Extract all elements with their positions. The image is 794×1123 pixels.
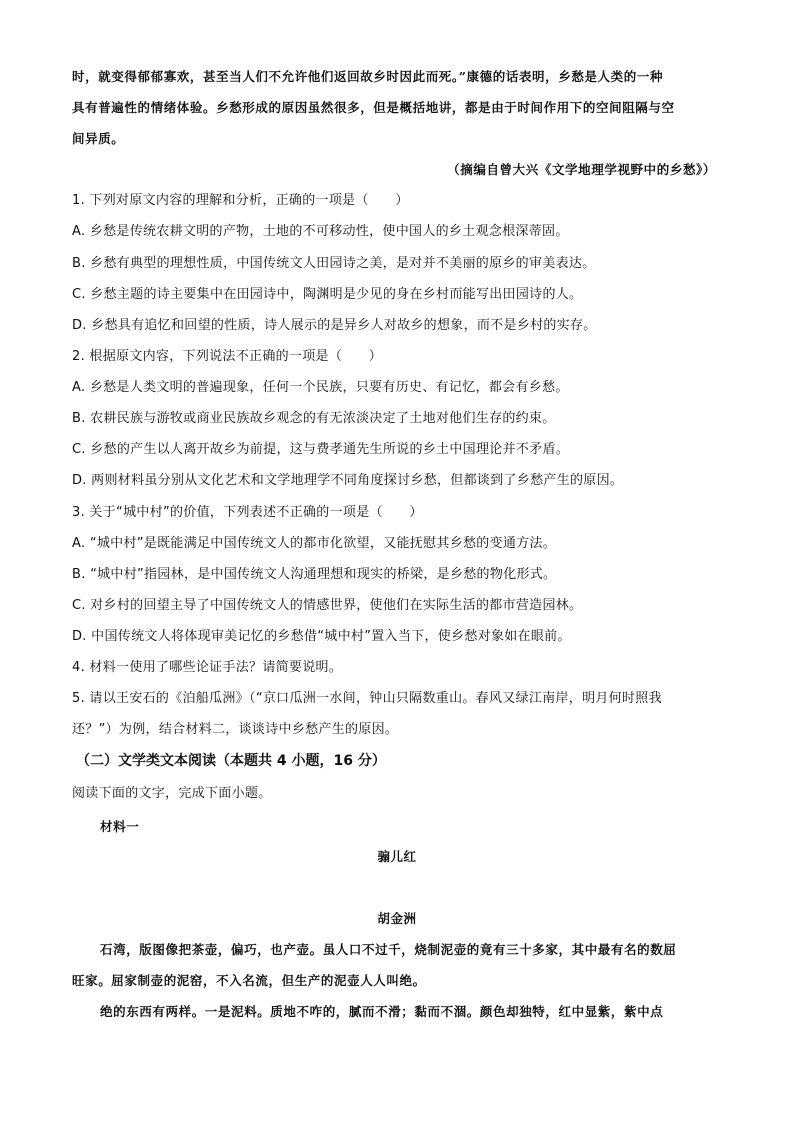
story-paragraph: 绝的东西有两样。一是泥料。质地不咋的，腻而不滑；黏而不涸。颜色却独特，红中显紫，紫中点 bbox=[100, 1004, 664, 1019]
question-stem: 3. 关于“城中村”的价值，下列表述不正确的一项是（ ） bbox=[72, 505, 423, 520]
story-paragraph: 石湾，版图像把茶壶，偏巧，也产壶。虽人口不过千，烧制泥壶的竟有三十多家，其中最有名的数屈 bbox=[100, 942, 677, 957]
question-stem: 5. 请以王安石的《泊船瓜洲》（“京口瓜洲一水间，钟山只隔数重山。春风又绿江南岸，明月何时照我 bbox=[72, 691, 662, 706]
option-d: D. 乡愁具有追忆和回望的性质，诗人展示的是异乡人对故乡的想象，而不是乡村的实存。 bbox=[72, 318, 597, 333]
story-title: 骟儿红 bbox=[377, 849, 417, 864]
option-d: D. 中国传统文人将体现审美记忆的乡愁借“城中村”置入当下，使乡愁对象如在眼前。 bbox=[72, 629, 571, 644]
passage-line: 时，就变得郁郁寡欢，甚至当人们不允许他们返回故乡时因此而死。”康德的话表明，乡愁是人类的一种 bbox=[72, 69, 664, 84]
question-stem-cont: 还？”）为例，结合材料二，谈谈诗中乡愁产生的原因。 bbox=[72, 722, 399, 737]
option-b: B. “城中村”指园林，是中国传统文人沟通理想和现实的桥梁，是乡愁的物化形式。 bbox=[72, 567, 557, 582]
passage-line: 具有普遍性的情绪体验。乡愁形成的原因虽然很多，但是概括地讲，都是由于时间作用下的空间阻隔与空 bbox=[72, 100, 675, 115]
option-a: A. “城中村”是既能满足中国传统文人的都市化欲望，又能抚慰其乡愁的变通方法。 bbox=[72, 536, 557, 551]
option-b: B. 农耕民族与游牧或商业民族故乡观念的有无浓淡决定了土地对他们生存的约束。 bbox=[72, 411, 556, 426]
passage-line: 间异质。 bbox=[72, 131, 125, 146]
option-c: C. 乡愁主题的诗主要集中在田园诗中，陶渊明是少见的身在乡村而能写出田园诗的人。 bbox=[72, 287, 583, 302]
option-a: A. 乡愁是人类文明的普遍现象，任何一个民族，只要有历史、有记忆，都会有乡愁。 bbox=[72, 380, 569, 395]
material-label: 材料一 bbox=[100, 819, 140, 834]
question-stem: 2. 根据原文内容，下列说法不正确的一项是（ ） bbox=[72, 349, 383, 364]
question-stem: 1. 下列对原文内容的理解和分析，正确的一项是（ ） bbox=[72, 193, 409, 208]
question-stem: 4. 材料一使用了哪些论证手法？请简要说明。 bbox=[72, 660, 343, 675]
option-d: D. 两则材料虽分别从文化艺术和文学地理学不同角度探讨乡愁，但都谈到了乡愁产生的原因。 bbox=[72, 473, 624, 488]
option-c: C. 对乡村的回望主导了中国传统文人的情感世界，使他们在实际生活的都市营造园林。 bbox=[72, 598, 583, 613]
section-heading: （二）文学类文本阅读（本题共 4 小题，16 分） bbox=[76, 753, 386, 769]
story-paragraph: 旺家。屈家制壶的泥窑，不入名流，但生产的泥壶人人叫绝。 bbox=[72, 973, 426, 988]
option-b: B. 乡愁有典型的理想性质，中国传统文人田园诗之美，是对并不美丽的原乡的审美表达。 bbox=[72, 256, 596, 271]
source-citation: （摘编自曾大兴《文学地理学视野中的乡愁》） bbox=[447, 162, 716, 177]
instruction: 阅读下面的文字，完成下面小题。 bbox=[72, 786, 272, 801]
option-a: A. 乡愁是传统农耕文明的产物，土地的不可移动性，使中国人的乡土观念根深蒂固。 bbox=[72, 224, 569, 239]
story-author: 胡金洲 bbox=[377, 911, 417, 926]
option-c: C. 乡愁的产生以人离开故乡为前提，这与费孝通先生所说的乡土中国理论并不矛盾。 bbox=[72, 442, 570, 457]
